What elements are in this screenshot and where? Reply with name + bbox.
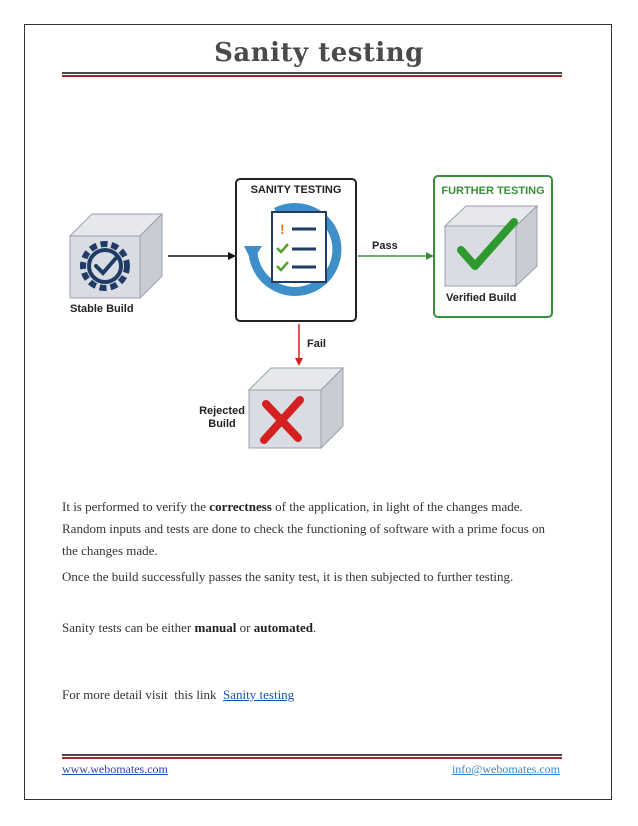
fail-arrow-head (295, 358, 303, 366)
paragraph-3 (62, 617, 562, 639)
page-title: Sanity testing (214, 38, 424, 68)
sanity-testing-link[interactable]: Sanity testing (223, 687, 295, 702)
para3-text-1: Sanity tests can be either (62, 620, 195, 635)
svg-text:!: ! (280, 221, 285, 237)
rejected-label-2: Build (208, 418, 236, 430)
para1-text-2: of the application, in light of the changes made. Random inputs and tests are done to check the functioning of software with a prime focus on the changes made. (62, 499, 546, 558)
further-testing-label: FURTHER TESTING (441, 185, 545, 197)
stable-build-label: Stable Build (70, 303, 134, 315)
pass-arrow-head (426, 252, 434, 260)
pass-label: Pass (372, 240, 398, 252)
para3-bold-automated: automated (253, 620, 313, 635)
para1-text-1: It is performed to verify the (62, 499, 210, 514)
para3-text-2: or (236, 620, 254, 635)
verified-build-cube (445, 206, 537, 286)
rejected-build-cube (249, 368, 343, 448)
para1-bold-correctness: correctness (209, 499, 272, 514)
footer-email (452, 762, 560, 777)
para3-text-3: . (312, 620, 317, 635)
stable-build-cube (70, 214, 162, 298)
para3-bold-manual: manual (194, 620, 237, 635)
rejected-label-1: Rejected (199, 405, 245, 417)
paragraph-2: Once the build successfully passes the sanity test, it is then subjected to further testing. (62, 569, 514, 584)
paragraph-1 (62, 496, 562, 562)
verified-build-label: Verified Build (446, 292, 517, 304)
para4-text: For more detail visit this link (62, 687, 224, 702)
email-link[interactable]: info@webomates.com (451, 762, 560, 776)
footer-website (62, 762, 168, 777)
sanity-testing-label: SANITY TESTING (250, 184, 342, 196)
arrow-head-sanity (228, 252, 236, 260)
website-link[interactable]: www.webomates.com (62, 762, 168, 776)
paragraph-4 (62, 684, 562, 706)
footer-rule (62, 754, 562, 756)
fail-label: Fail (307, 338, 326, 350)
footer-rule-red (62, 757, 562, 759)
